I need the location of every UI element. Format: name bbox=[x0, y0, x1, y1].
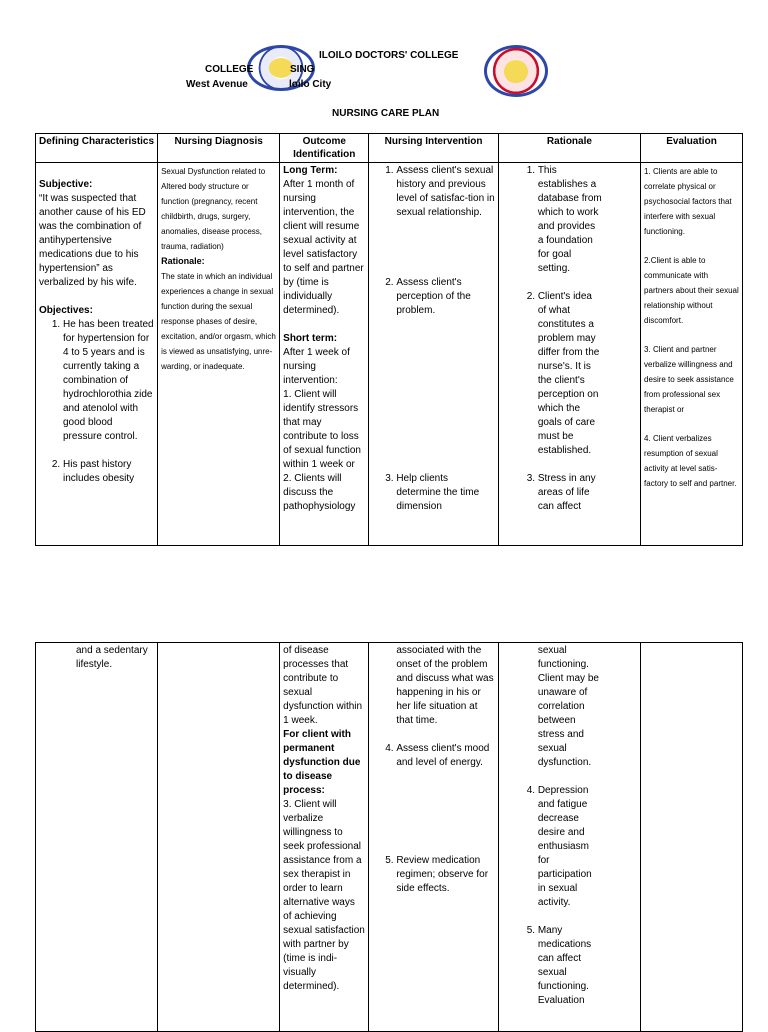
evaluation-item-2: 2.Client is able to communicate with partners about their sexual relationship without discomfort. bbox=[644, 256, 739, 325]
column-header-characteristics: Defining Characteristics bbox=[36, 134, 158, 163]
rationale-item-3-cont: sexual functioning. Client may be unaware of correlation between stress and sexual dysfunction. bbox=[537, 645, 599, 768]
column-header-diagnosis: Nursing Diagnosis bbox=[158, 134, 280, 163]
evaluation-item-1: 1. Clients are able to correlate physical or psychosocial factors that interfere with sexual functioning. bbox=[644, 167, 732, 236]
long-term-label: Long Term: bbox=[283, 165, 338, 176]
college-address: West Avenue bbox=[186, 79, 248, 90]
rationale-item-1: 1. This establishes a database from which to work and provides a foundation for goal setting. bbox=[538, 164, 602, 276]
evaluation-cell bbox=[641, 163, 743, 546]
rationale-item-5: 5. Many medications can affect sexual functioning. Evaluation bbox=[538, 924, 602, 1008]
rationale-item-3: 3. Stress in any areas of life can affect bbox=[538, 472, 602, 514]
intervention-cell bbox=[369, 163, 499, 546]
diagnosis-rationale-label: Rationale: bbox=[161, 256, 205, 266]
diagnosis-text: Sexual Dysfunction related to Altered body structure or function (pregnancy, recent childbirth, drugs, surgery, anomalies, disease process, trauma, radiation) bbox=[161, 167, 266, 251]
college-seal-right bbox=[484, 45, 548, 97]
objective-item-2: 2. His past history includes obesity bbox=[63, 458, 154, 486]
rationale-item-4: 4. Depression and fatigue decrease desire and enthusiasm for participation in sexual activity. bbox=[538, 784, 602, 910]
outcome-item-2-cont: of disease processes that contribute to sexual dysfunction within 1 week. bbox=[283, 645, 363, 726]
objective-item-2-cont: and a sedentary lifestyle. bbox=[76, 645, 148, 670]
college-department-suffix: SING bbox=[290, 64, 315, 75]
rationale-cell bbox=[498, 163, 640, 546]
subjective-label: Subjective: bbox=[39, 179, 93, 190]
long-term-text: After 1 month of nursing intervention, the client will resume sexual activity at level satisfactory to self and partner by (time is individually determined). bbox=[283, 179, 364, 316]
subjective-text: “It was suspected that another cause of his ED was the combination of antihypertensive medications due to his hypertension” as verbalized by his wife. bbox=[39, 193, 146, 288]
rationale-cell-cont bbox=[498, 643, 640, 1032]
intervention-cell-cont bbox=[369, 643, 499, 1032]
intervention-item-4: 4. Assess client's mood and level of energy. bbox=[396, 742, 495, 770]
diagnosis-cell-cont bbox=[158, 643, 280, 1032]
rationale-item-2: 2. Client's idea of what constitutes a problem may differ from the nurse's. It is the client's perception on which the goals of care must be established. bbox=[538, 290, 602, 458]
intervention-item-3: 3. Help clients determine the time dimension bbox=[396, 472, 495, 514]
characteristics-cell bbox=[36, 163, 158, 546]
objectives-label: Objectives: bbox=[39, 305, 93, 316]
college-name: ILOILO DOCTORS' COLLEGE bbox=[319, 50, 459, 61]
evaluation-item-3: 3. Client and partner verbalize willingness and desire to seek assistance from professional sex therapist or bbox=[644, 345, 734, 414]
document-title: NURSING CARE PLAN bbox=[332, 108, 440, 119]
characteristics-cell-cont bbox=[36, 643, 158, 1032]
college-city: loilo City bbox=[289, 79, 332, 90]
care-plan-table-part-2 bbox=[35, 642, 743, 1032]
column-header-rationale: Rationale bbox=[498, 134, 640, 163]
care-plan-table-part-1 bbox=[35, 133, 743, 546]
objective-item-1: 1. He has been treated for hypertension for 4 to 5 years and is currently taking a combination of hydrochlorothia zide and atenolol with good blood pressure control. bbox=[63, 318, 154, 444]
outcome-item-1: 1. Client will identify stressors that may contribute to loss of sexual function within 1 week or bbox=[283, 389, 361, 470]
column-header-intervention: Nursing Intervention bbox=[369, 134, 499, 163]
diagnosis-cell bbox=[158, 163, 280, 546]
outcome-cell bbox=[280, 163, 369, 546]
column-header-evaluation: Evaluation bbox=[641, 134, 743, 163]
intervention-item-1: 1. Assess client's sexual history and previous level of satisfac-tion in sexual relationship. bbox=[396, 164, 495, 220]
outcome-item-2: 2. Clients will discuss the pathophysiology bbox=[283, 473, 356, 512]
diagnosis-rationale-text: The state in which an individual experiences a change in sexual function during the sexual response phases of desire, excitation, and/or orgasm, which is viewed as unsatisfying, unre-warding, or inadequate. bbox=[161, 272, 276, 371]
column-header-outcome: Outcome Identification bbox=[280, 134, 369, 163]
outcome-item-3: 3. Client will verbalize willingness to seek professional assistance from a sex therapist in order to learn alternative ways of achieving sexual satisfaction with partner by (time is indi-visually determined). bbox=[283, 799, 365, 992]
permanent-dysfunction-label: For client with permanent dysfunction due to disease process: bbox=[283, 729, 361, 796]
evaluation-item-4: 4. Client verbalizes resumption of sexual activity at level satis-factory to self and partner. bbox=[644, 434, 737, 488]
intervention-item-3-cont: associated with the onset of the problem and discuss what was happening in his or her life situation at that time. bbox=[396, 645, 494, 726]
college-department: COLLEGE bbox=[205, 64, 254, 75]
intervention-item-5: 5. Review medication regimen; observe for side effects. bbox=[396, 854, 495, 896]
evaluation-cell-cont bbox=[641, 643, 743, 1032]
short-term-text: After 1 week of nursing intervention: bbox=[283, 347, 350, 386]
short-term-label: Short term: bbox=[283, 333, 338, 344]
outcome-cell-cont bbox=[280, 643, 369, 1032]
intervention-item-2: 2. Assess client's perception of the problem. bbox=[396, 276, 495, 318]
